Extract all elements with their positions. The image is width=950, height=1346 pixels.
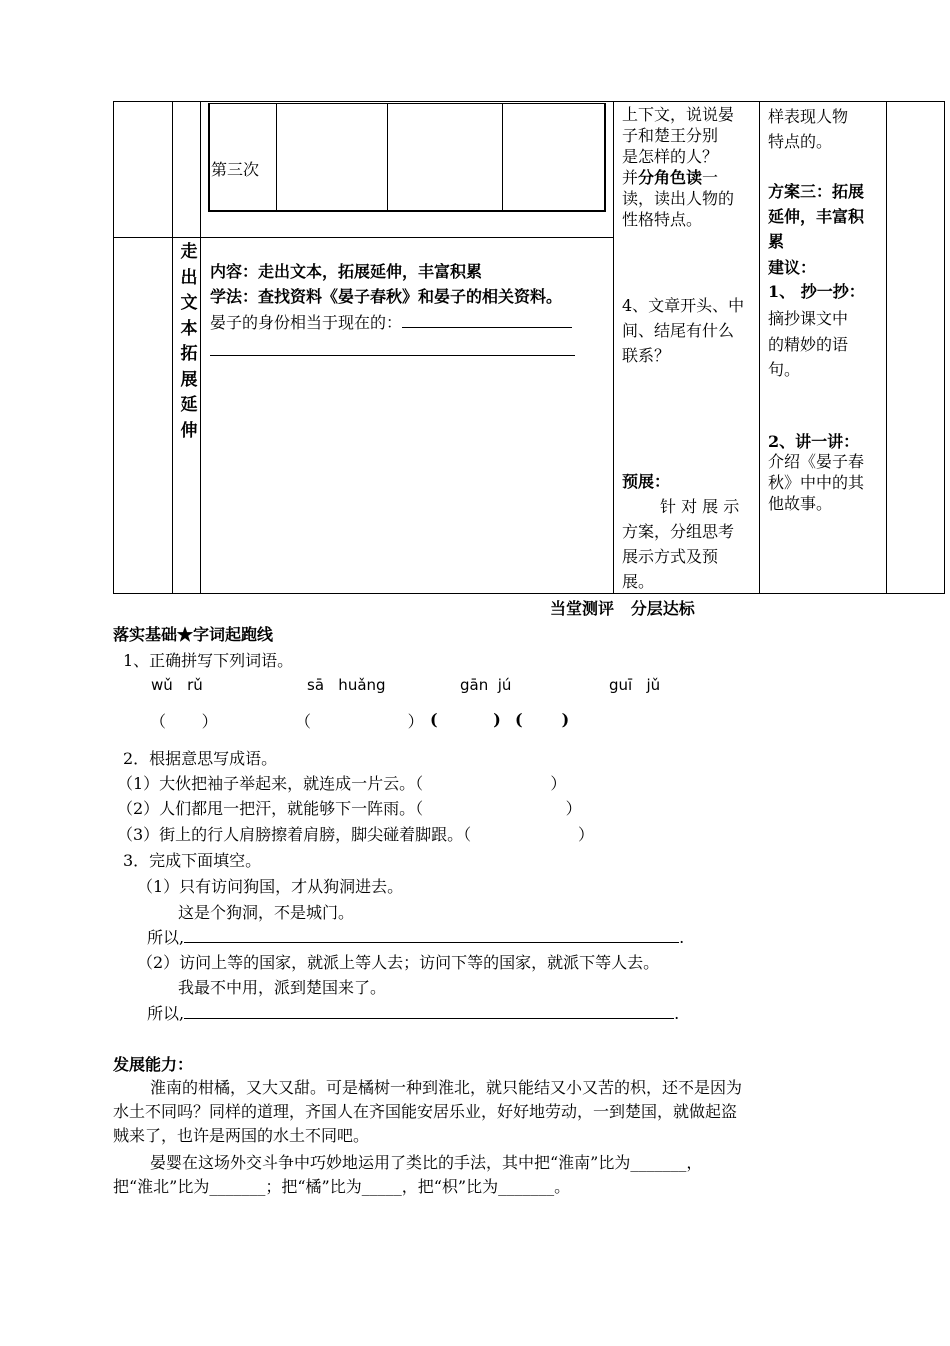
table-bottom-border — [113, 593, 945, 594]
q3-2-answer: 所以, . — [147, 1004, 680, 1023]
col4-q4: 4、文章开头、中 间、结尾有什么 联系？ — [622, 296, 745, 365]
col4-preview-text: 针 对 展 示 方案，分组思考 展示方式及预 展。 — [622, 497, 740, 591]
answer-paren-3[interactable]: ( ) — [430, 710, 501, 729]
col5-tell-text: 介绍《晏子春 秋》中中的其 他故事。 — [768, 452, 865, 513]
answer-blank[interactable] — [184, 942, 679, 943]
section-vertical-label: 走 出 文 本 拓 展 延 伸 — [180, 242, 198, 441]
table-col-line — [944, 101, 945, 594]
col4-roleplay-line: 并分角色读一 — [622, 168, 719, 187]
q1-text: 1、正确拼写下列词语。 — [123, 651, 294, 670]
table-col-line — [172, 101, 173, 594]
answer-blank-line[interactable] — [210, 355, 575, 356]
inner-table-border — [276, 103, 277, 211]
section-content-line: 内容：走出文本，拓展延伸，丰富积累 — [210, 262, 483, 281]
inner-table-border — [387, 103, 388, 211]
col5-top: 样表现人物 特点的。 — [768, 107, 849, 151]
col5-copy-text: 摘抄课文中 的精妙的语 句。 — [768, 309, 849, 379]
col4-top: 上下文，说说晏 子和楚王分别 是怎样的人？ 并分角色读一 读，读出人物的 性格特点。 — [622, 105, 735, 229]
ability-title: 发展能力： — [113, 1055, 194, 1074]
q3-1-answer: 所以, . — [147, 928, 685, 947]
q2-item-1: （1）大伙把袖子举起来，就连成一片云。（ ） — [117, 774, 567, 793]
inner-table-border — [208, 210, 606, 212]
answer-paren-1[interactable]: （ ） — [150, 712, 218, 731]
q3-2b: 我最不中用，派到楚国来了。 — [178, 978, 387, 997]
q3-1b: 这是个狗洞，不是城门。 — [178, 903, 355, 922]
q3-text: 3．完成下面填空。 — [123, 851, 262, 870]
table-top-border — [113, 101, 945, 102]
answer-paren-4[interactable]: ( ) — [515, 710, 570, 729]
q3-2a: （2）访问上等的国家，就派上等人去；访问下等的国家，就派下等人去。 — [137, 953, 660, 972]
pinyin-3: gān jú — [460, 676, 512, 694]
q2-text: 2．根据意思写成语。 — [123, 749, 278, 768]
ability-para1: 淮南的柑橘，又大又甜。可是橘树一种到淮北，就只能结又小又苦的枳，还不是因为 水土不同吗？同样的道理，齐国人在齐国能安居乐业，好好地劳动，一到楚国，就做起盗 贼来了，也许是两国的水土不同吧。 — [113, 1078, 743, 1145]
section-heading: 当堂测评 分层达标 — [550, 599, 695, 618]
col5-copy-title: 1、 抄一抄： — [768, 282, 865, 301]
col5-suggest: 建议： — [768, 258, 817, 277]
pinyin-2: sā huǎng — [307, 676, 386, 694]
col5-tell-title: 2、讲一讲： — [768, 432, 860, 451]
answer-blank[interactable] — [402, 327, 572, 328]
q2-item-2: （2）人们都甩一把汗，就能够下一阵雨。（ ） — [117, 799, 582, 818]
col5-plan: 方案三：拓展 延伸，丰富积 累 — [768, 182, 865, 251]
table-col-line — [613, 101, 614, 594]
q2-item-3: （3）街上的行人肩膀擦着肩膀，脚尖碰着脚跟。（ ） — [117, 825, 594, 844]
table-col-line — [886, 101, 887, 594]
pinyin-1: wǔ rǔ — [151, 676, 203, 694]
basics-title: 落实基础★字词起跑线 — [113, 625, 274, 644]
answer-paren-2[interactable]: （ ） — [295, 712, 424, 731]
inner-row-label: 第三次 — [211, 160, 260, 179]
ability-para2: 晏婴在这场外交斗争中巧妙地运用了类比的手法，其中把“淮南”比为_______， 把“淮北”比为_______；把“橘”比为_____，把“枳”比为_______。 — [113, 1153, 703, 1196]
inner-table-border — [604, 103, 606, 212]
inner-table-border — [208, 103, 210, 212]
section-identity-prompt: 晏子的身份相当于现在的： — [210, 311, 572, 335]
pinyin-4: guī jǔ — [609, 676, 661, 694]
inner-table-border — [208, 103, 606, 104]
section-method-line: 学法：查找资料《晏子春秋》和晏子的相关资料。 — [210, 287, 563, 306]
table-col-line — [759, 101, 760, 594]
answer-blank[interactable] — [184, 1018, 674, 1019]
table-col-line — [113, 101, 114, 594]
inner-table-border — [502, 103, 503, 211]
q3-1a: （1）只有访问狗国，才从狗洞进去。 — [137, 877, 404, 896]
col4-preview-title: 预展： — [622, 472, 671, 491]
table-row-line — [113, 237, 614, 238]
